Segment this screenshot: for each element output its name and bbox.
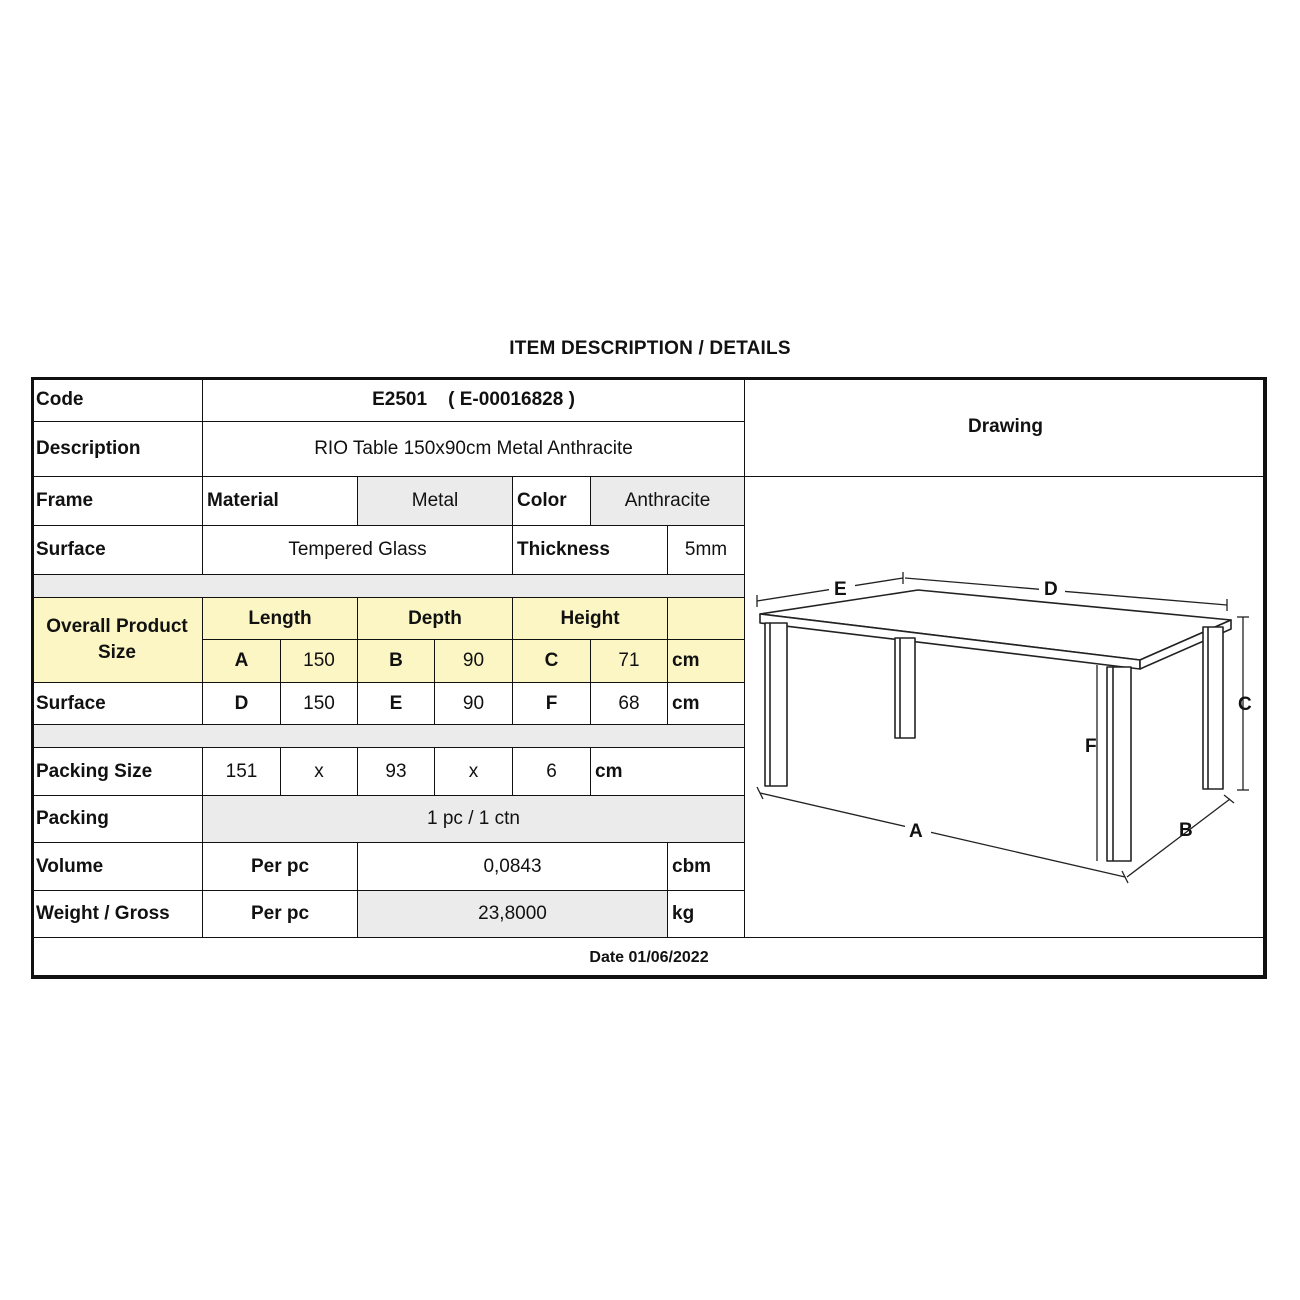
dim-label-e: E bbox=[834, 579, 847, 600]
code-value: E2501 ( E-00016828 ) bbox=[203, 378, 745, 422]
weight-value: 23,8000 bbox=[358, 891, 668, 938]
dim-c-value: 71 bbox=[591, 640, 668, 683]
overall-unit: cm bbox=[668, 640, 745, 683]
code-label: Code bbox=[32, 378, 203, 422]
surface-value: Tempered Glass bbox=[203, 526, 513, 575]
dim-label-b: B bbox=[1179, 820, 1193, 841]
description-label: Description bbox=[32, 422, 203, 477]
depth-label: Depth bbox=[358, 598, 513, 640]
frame-label: Frame bbox=[32, 477, 203, 526]
packing-height: 6 bbox=[513, 748, 591, 796]
dim-label-a: A bbox=[909, 821, 923, 842]
packing-size-unit: cm bbox=[591, 748, 745, 796]
dim-label-d: D bbox=[1044, 579, 1058, 600]
dim-b-value: 90 bbox=[435, 640, 513, 683]
material-label: Material bbox=[203, 477, 358, 526]
volume-value: 0,0843 bbox=[358, 843, 668, 891]
surface-label: Surface bbox=[32, 526, 203, 575]
dim-d-value: 150 bbox=[281, 683, 358, 725]
outer-frame bbox=[31, 377, 1266, 978]
date-footer: Date 01/06/2022 bbox=[32, 938, 1267, 979]
height-label: Height bbox=[513, 598, 668, 640]
thickness-label: Thickness bbox=[513, 526, 668, 575]
dim-d-label: D bbox=[203, 683, 281, 725]
dim-f-value: 68 bbox=[591, 683, 668, 725]
dim-a-value: 150 bbox=[281, 640, 358, 683]
length-label: Length bbox=[203, 598, 358, 640]
weight-per-label: Per pc bbox=[203, 891, 358, 938]
dim-a-label: A bbox=[203, 640, 281, 683]
volume-per-label: Per pc bbox=[203, 843, 358, 891]
packing-label: Packing bbox=[32, 796, 203, 843]
volume-unit: cbm bbox=[668, 843, 745, 891]
packing-size-label: Packing Size bbox=[32, 748, 203, 796]
dim-f-label: F bbox=[513, 683, 591, 725]
dim-label-f: F bbox=[1085, 736, 1097, 757]
packing-value: 1 pc / 1 ctn bbox=[203, 796, 745, 843]
dim-b-label: B bbox=[358, 640, 435, 683]
overall-size-label: Overall Product Size bbox=[32, 598, 203, 683]
dim-c-label: C bbox=[513, 640, 591, 683]
packing-x2: x bbox=[435, 748, 513, 796]
thickness-value: 5mm bbox=[668, 526, 745, 575]
surface-dims-unit: cm bbox=[668, 683, 745, 725]
dim-e-label: E bbox=[358, 683, 435, 725]
weight-label: Weight / Gross bbox=[32, 891, 203, 938]
packing-length: 151 bbox=[203, 748, 281, 796]
color-value: Anthracite bbox=[591, 477, 745, 526]
volume-label: Volume bbox=[32, 843, 203, 891]
drawing-header: Drawing bbox=[745, 378, 1267, 477]
page-title: ITEM DESCRIPTION / DETAILS bbox=[509, 338, 791, 359]
material-value: Metal bbox=[358, 477, 513, 526]
dim-e-value: 90 bbox=[435, 683, 513, 725]
packing-x1: x bbox=[281, 748, 358, 796]
weight-unit: kg bbox=[668, 891, 745, 938]
surface-dims-label: Surface bbox=[32, 683, 203, 725]
packing-width: 93 bbox=[358, 748, 435, 796]
description-value: RIO Table 150x90cm Metal Anthracite bbox=[203, 422, 745, 477]
color-label: Color bbox=[513, 477, 591, 526]
dim-label-c: C bbox=[1238, 694, 1252, 715]
